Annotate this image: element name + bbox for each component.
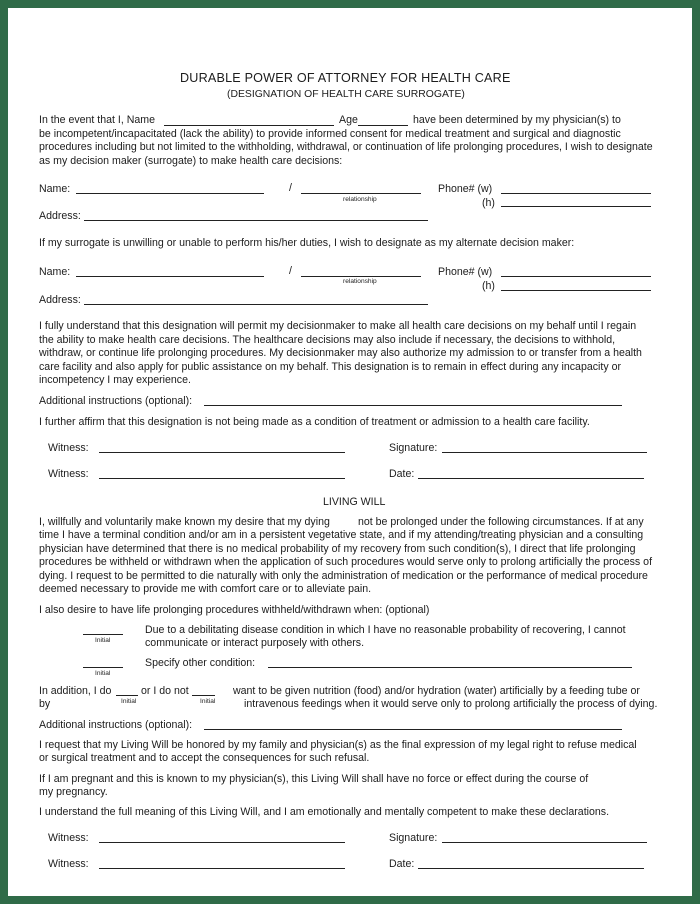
- understanding-line-2: the ability to make health care decisions. The healthcare decisions may also include if necessary, the decisions to withhold,: [39, 334, 616, 346]
- surrogate-phone-label: Phone# (w): [438, 183, 493, 195]
- alternate-home-label: (h): [482, 280, 495, 292]
- witness-label-2: Witness:: [48, 468, 89, 480]
- witness-field-2[interactable]: [99, 478, 345, 479]
- alternate-home-phone-field[interactable]: [501, 290, 651, 291]
- intro-line-3: procedures including but not limited to the withholding, withdrawal, or continuation of life prolonging procedures, I wish to designate: [39, 141, 653, 153]
- nutrition-by-label: by: [39, 698, 51, 710]
- surrogate-address-label: Address:: [39, 210, 81, 222]
- living-will-line-6: deemed necessary to provide me with comfort care or to alleviate pain.: [39, 583, 372, 595]
- alternate-work-phone-field[interactable]: [501, 276, 651, 277]
- understanding-line-4: care facility and also apply for public assistance on my behalf. This designation is to remain in effect during any incapacity or: [39, 361, 621, 373]
- date-label-1: Date:: [389, 468, 415, 480]
- alternate-name-label: Name:: [39, 266, 71, 278]
- witness-label-4: Witness:: [48, 858, 89, 870]
- alternate-slash: /: [289, 265, 292, 277]
- surrogate-address-field[interactable]: [84, 220, 428, 221]
- nutrition-do-label: In addition, I do: [39, 685, 112, 697]
- witness-label-3: Witness:: [48, 832, 89, 844]
- nutrition-do-initial-caption: Initial: [121, 698, 137, 705]
- living-will-line-1b: not be prolonged under the following circumstances. If at any: [358, 516, 644, 528]
- witness-field-4[interactable]: [99, 868, 345, 869]
- living-will-line-4: procedures be withheld or withdrawn when the application of such procedures would serve only to prolong artificially the process of: [39, 556, 653, 568]
- document-title: DURABLE POWER OF ATTORNEY FOR HEALTH CARE: [180, 71, 511, 85]
- other-condition-field[interactable]: [268, 667, 632, 668]
- pregnant-line-2: my pregnancy.: [39, 786, 108, 798]
- surrogate-home-phone-field[interactable]: [501, 206, 651, 207]
- nutrition-do-initial-field[interactable]: [116, 695, 138, 696]
- alternate-name-field[interactable]: [76, 276, 264, 277]
- request-line-1: I request that my Living Will be honored by my family and physician(s) as the final expression of my legal right to refuse medical: [39, 739, 637, 751]
- nutrition-do-not-initial-caption: Initial: [200, 698, 216, 705]
- nutrition-do-not-label: or I do not: [141, 685, 189, 697]
- living-will-line-5: dying. I request to be permitted to die naturally with only the administration of medication or the performance of medical procedure: [39, 570, 648, 582]
- witness-label-1: Witness:: [48, 442, 89, 454]
- intro-line-1-end: have been determined by my physician(s) to: [413, 114, 621, 126]
- signature-label-2: Signature:: [389, 832, 438, 844]
- living-will-line-3: physician have determined that there is no medical probability of my recovery from such condition(s), I direct that life prolonging: [39, 543, 636, 555]
- alternate-intro: If my surrogate is unwilling or unable to perform his/her duties, I wish to designate as my alternate decision maker:: [39, 237, 575, 249]
- pregnant-line-1: If I am pregnant and this is known to my physician(s), this Living Will shall have no force or effect during the course of: [39, 773, 589, 785]
- living-will-line-2: time I have a terminal condition and/or am in a persistent vegetative state, and if my attending/treating physician and a consulting: [39, 529, 644, 541]
- alternate-relationship-field[interactable]: [301, 276, 421, 277]
- condition-1-initial-field[interactable]: [83, 634, 123, 635]
- intro-age-label: Age: [339, 114, 358, 126]
- additional-instructions-label-2: Additional instructions (optional):: [39, 719, 193, 731]
- living-will-heading: LIVING WILL: [323, 496, 386, 508]
- signature-field-1[interactable]: [442, 452, 647, 453]
- living-will-line-1a: I, willfully and voluntarily make known my desire that my dying: [39, 516, 330, 528]
- condition-1-line-2: communicate or interact purposely with others.: [145, 637, 365, 649]
- condition-1-initial-caption: Initial: [95, 637, 111, 644]
- intro-line-2: be incompetent/incapacitated (lack the ability) to provide informed consent for medical treatment and surgical and diagnostic: [39, 128, 621, 140]
- nutrition-line-1: want to be given nutrition (food) and/or hydration (water) artificially by a feeding tube or: [233, 685, 640, 697]
- surrogate-work-phone-field[interactable]: [501, 193, 651, 194]
- surrogate-slash: /: [289, 182, 292, 194]
- condition-1-line-1: Due to a debilitating disease condition in which I have no reasonable probability of recovering, I cannot: [145, 624, 626, 636]
- alternate-address-field[interactable]: [84, 304, 428, 305]
- request-line-2: or surgical treatment and to accept the consequences for such refusal.: [39, 752, 370, 764]
- additional-instructions-field-1[interactable]: [204, 405, 622, 406]
- condition-2-initial-field[interactable]: [83, 667, 123, 668]
- nutrition-do-not-initial-field[interactable]: [192, 695, 215, 696]
- affirm-statement: I further affirm that this designation is not being made as a condition of treatment or admission to a health care facility.: [39, 416, 590, 428]
- age-field[interactable]: [358, 125, 408, 126]
- condition-2-label: Specify other condition:: [145, 657, 256, 669]
- date-field-1[interactable]: [418, 478, 644, 479]
- surrogate-name-label: Name:: [39, 183, 71, 195]
- condition-2-initial-caption: Initial: [95, 670, 111, 677]
- also-desire-statement: I also desire to have life prolonging procedures withheld/withdrawn when: (optional): [39, 604, 430, 616]
- witness-field-3[interactable]: [99, 842, 345, 843]
- document-subtitle: (DESIGNATION OF HEALTH CARE SURROGATE): [227, 89, 465, 100]
- surrogate-relationship-caption: relationship: [343, 196, 377, 203]
- witness-field-1[interactable]: [99, 452, 345, 453]
- additional-instructions-label-1: Additional instructions (optional):: [39, 395, 193, 407]
- intro-line-4: as my decision maker (surrogate) to make health care decisions:: [39, 155, 343, 167]
- alternate-address-label: Address:: [39, 294, 81, 306]
- alternate-relationship-caption: relationship: [343, 278, 377, 285]
- understanding-line-5: incompetency I may experience.: [39, 374, 191, 386]
- signature-label-1: Signature:: [389, 442, 438, 454]
- signature-field-2[interactable]: [442, 842, 647, 843]
- meaning-statement: I understand the full meaning of this Living Will, and I am emotionally and mentally competent to make these declarations.: [39, 806, 610, 818]
- understanding-line-1: I fully understand that this designation will permit my decisionmaker to make all health care decisions on my behalf until I regain: [39, 320, 637, 332]
- additional-instructions-field-2[interactable]: [204, 729, 622, 730]
- intro-line-1: In the event that I, Name: [39, 114, 156, 126]
- surrogate-name-field[interactable]: [76, 193, 264, 194]
- understanding-line-3: withdraw, or continue life prolonging procedures. My decisionmaker may also authorize my admission to or transfer from a health: [39, 347, 642, 359]
- surrogate-home-label: (h): [482, 197, 495, 209]
- alternate-phone-label: Phone# (w): [438, 266, 493, 278]
- name-field[interactable]: [164, 125, 334, 126]
- date-field-2[interactable]: [418, 868, 644, 869]
- surrogate-relationship-field[interactable]: [301, 193, 421, 194]
- date-label-2: Date:: [389, 858, 415, 870]
- nutrition-line-2: intravenous feedings when it would serve only to prolong artificially the process of dying.: [244, 698, 658, 710]
